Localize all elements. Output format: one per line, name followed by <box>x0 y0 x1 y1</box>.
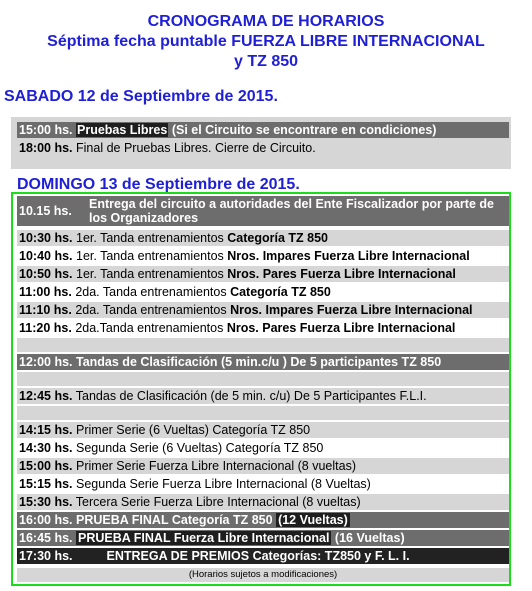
schedule-row-sun-9 <box>17 388 509 404</box>
schedule-row-sun-15 <box>17 512 509 528</box>
activity: 1er. Tanda entrenamientos <box>76 231 224 245</box>
activity: 1er. Tanda entrenamientos <box>76 249 224 263</box>
time: 10.15 hs. <box>19 204 72 218</box>
time: 15:00 hs. <box>19 459 73 473</box>
schedule-row-sat-1 <box>17 122 509 138</box>
spacer-row <box>17 372 509 386</box>
time: 14:30 hs. <box>19 441 73 455</box>
spacer-row <box>17 338 509 352</box>
title-line-2: Séptima fecha puntable FUERZA LIBRE INTERNACIONAL <box>47 33 485 50</box>
schedule-row-sun-10 <box>17 422 509 438</box>
activity: Primer Serie (6 Vueltas) Categoría TZ 850 <box>76 423 311 437</box>
time: 15:15 hs. <box>19 477 73 491</box>
spacer-row <box>17 406 509 420</box>
time: 16:00 hs. <box>19 513 73 527</box>
schedule-row-sun-1 <box>17 196 509 226</box>
activity-bold: Categoría TZ 850 <box>230 285 331 299</box>
activity-bold: (Si el Circuito se encontrare en condiciones) <box>171 123 437 137</box>
schedule-row-sun-2 <box>17 230 509 246</box>
schedule-row-sun-8 <box>17 354 509 370</box>
laps-badge: (16 Vueltas) <box>334 531 405 545</box>
schedule-row-sun-4 <box>17 266 509 282</box>
schedule-row-sun-14 <box>17 494 509 510</box>
activity-bold: Nros. Impares Fuerza Libre Internacional <box>230 303 473 317</box>
time: 10:50 hs. <box>19 267 73 281</box>
time: 15:00 hs. <box>19 123 73 137</box>
time: 10:40 hs. <box>19 249 73 263</box>
time: 17:30 hs. <box>19 549 73 563</box>
time: 12:45 hs. <box>19 389 73 403</box>
schedule-row-sun-5 <box>17 284 509 300</box>
schedule-row-sat-2 <box>17 140 509 156</box>
time: 11:00 hs. <box>19 285 72 299</box>
saturday-heading: SABADO 12 de Septiembre de 2015. <box>4 88 278 105</box>
schedule-row-sun-7 <box>17 320 509 336</box>
schedule-row-sun-3 <box>17 248 509 264</box>
schedule-row-sun-12 <box>17 458 509 474</box>
activity-bold: PRUEBA FINAL Fuerza Libre Internacional <box>78 531 330 545</box>
sunday-heading: DOMINGO 13 de Septiembre de 2015. <box>17 176 300 193</box>
time: 10:30 hs. <box>19 231 73 245</box>
title-line-1: CRONOGRAMA DE HORARIOS <box>147 13 385 30</box>
activity: Tercera Serie Fuerza Libre Internacional (8 vueltas) <box>75 495 361 509</box>
schedule-row-sun-6 <box>17 302 509 318</box>
time: 11:10 hs. <box>19 303 72 317</box>
activity: 2da. Tanda entrenamientos <box>75 303 227 317</box>
schedule-row-sun-13 <box>17 476 509 492</box>
activity-bold: Entrega del circuito a autoridades del Ente Fiscalizador por parte de los Organizadores <box>89 197 494 225</box>
schedule-row-sun-16 <box>17 530 509 546</box>
activity-bold: PRUEBA FINAL Categoría TZ 850 <box>76 513 273 527</box>
laps-badge: (12 Vueltas) <box>278 513 348 527</box>
disclaimer-note: (Horarios sujetos a modificaciones) <box>17 568 509 582</box>
activity: Tandas de Clasificación (de 5 min. c/u) De 5 Participantes F.L.I. <box>75 389 427 403</box>
activity: 2da. Tanda entrenamientos <box>75 285 227 299</box>
activity: Final de Pruebas Libres. Cierre de Circuito. <box>76 141 316 155</box>
title-line-3: y TZ 850 <box>233 53 299 70</box>
activity: Primer Serie Fuerza Libre Internacional (8 vueltas) <box>76 459 356 473</box>
activity: 2da.Tanda entrenamientos <box>75 321 224 335</box>
time: 15:30 hs. <box>19 495 73 509</box>
time: 14:15 hs. <box>19 423 73 437</box>
activity-bold: Nros. Pares Fuerza Libre Internacional <box>227 267 456 281</box>
activity-bold: Nros. Impares Fuerza Libre Internacional <box>227 249 470 263</box>
activity-bold: Nros. Pares Fuerza Libre Internacional <box>226 321 456 335</box>
activity-bold: Tandas de Clasificación (5 min.c/u ) De 5 participantes TZ 850 <box>76 355 442 369</box>
activity-bold: Categoría TZ 850 <box>227 231 329 245</box>
time: 11:20 hs. <box>19 321 72 335</box>
schedule-row-sun-17 <box>17 548 509 564</box>
activity: Segunda Serie (6 Vueltas) Categoría TZ 850 <box>76 441 324 455</box>
activity: 1er. Tanda entrenamientos <box>76 267 224 281</box>
time: 12:00 hs. <box>19 355 73 369</box>
time: 18:00 hs. <box>19 141 73 155</box>
activity: Pruebas Libres <box>77 123 168 137</box>
schedule-row-sun-11 <box>17 440 509 456</box>
activity-bold: ENTREGA DE PREMIOS Categorías: TZ850 y F. L. I. <box>106 549 410 563</box>
time: 16:45 hs. <box>19 531 73 545</box>
activity: Segunda Serie Fuerza Libre Internacional (8 Vueltas) <box>76 477 371 491</box>
